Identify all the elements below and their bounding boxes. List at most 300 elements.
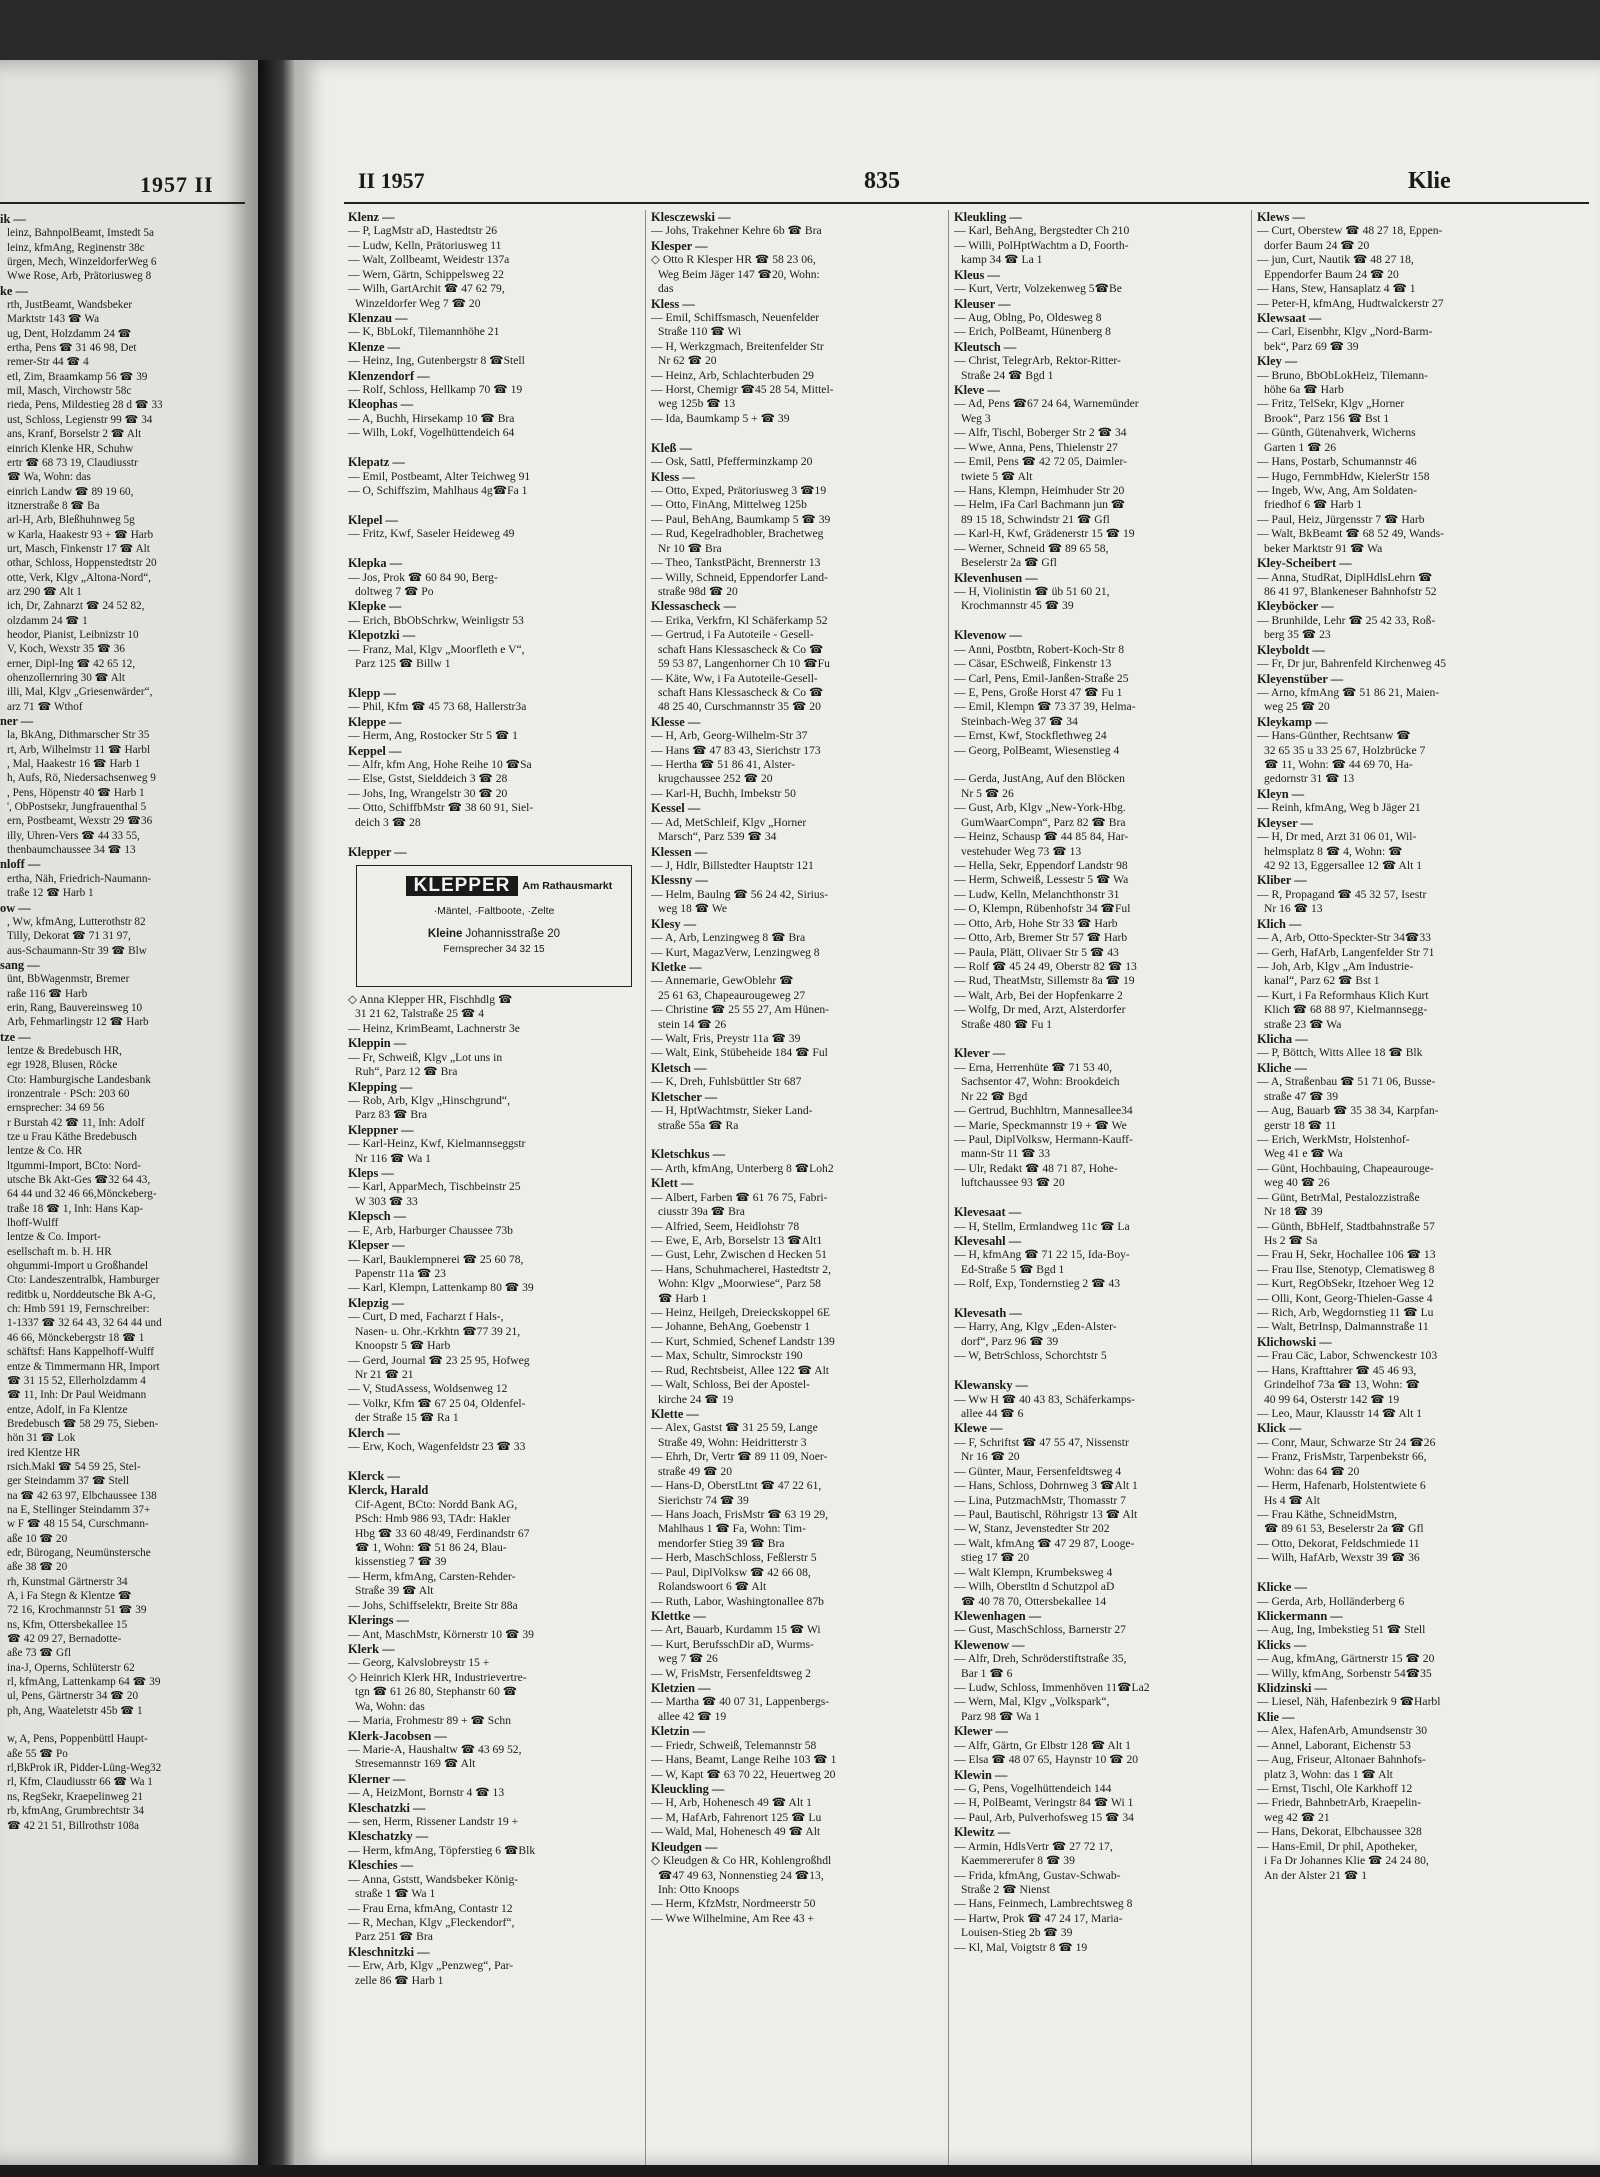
directory-entry-line: — jun, Curt, Nautik ☎ 48 27 18, [1257, 253, 1414, 267]
directory-entry-line: ertha, Näh, Friedrich-Naumann- [7, 872, 152, 885]
directory-entry-line: — Otto, FinAng, Mittelweg 125b [651, 498, 807, 512]
directory-entry-line: nloff — [0, 857, 41, 872]
directory-entry-line: egr 1928, Blusen, Röcke [7, 1059, 118, 1072]
directory-entry-line: — Ad, MetSchleif, Klgv „Horner [651, 815, 807, 829]
directory-entry-line: Klewsaat — [1257, 310, 1322, 325]
directory-entry-line: — Emil, Schiffsmasch, Neuenfelder [651, 310, 820, 324]
directory-entry-line: — Rolf, Exp, Tondernstieg 2 ☎ 43 [954, 1277, 1121, 1291]
directory-entry-line: — Christine ☎ 25 55 27, Am Hünen- [651, 1003, 830, 1017]
directory-entry-line: — Günt, BetrMal, Pestalozzistraße [1257, 1190, 1420, 1204]
directory-entry-line: — Volkr, Kfm ☎ 67 25 04, Oldenfel- [348, 1396, 526, 1410]
directory-entry-line: 46 66, Mönckebergstr 18 ☎ 1 [7, 1331, 145, 1344]
directory-entry-line: Kliber — [1257, 873, 1307, 888]
directory-entry-line: othar, Schloss, Hoppenstedtstr 20 [7, 557, 157, 570]
directory-entry-line: — Ulr, Redakt ☎ 48 71 87, Hohe- [954, 1161, 1118, 1175]
directory-entry-line: Kleschatzki — [348, 1800, 426, 1815]
directory-entry-line: — Herm, kfmAng, Töpferstieg 6 ☎Blk [348, 1843, 536, 1857]
directory-entry-line [954, 1292, 1246, 1306]
directory-entry-line: — Olli, Kont, Georg-Thielen-Gasse 4 [1257, 1291, 1433, 1305]
directory-entry-line [1257, 1566, 1549, 1580]
directory-entry-line: Kleophas — [348, 397, 414, 412]
directory-entry-line: — Otto, Exped, Prätoriusweg 3 ☎19 [651, 484, 827, 498]
directory-entry-line: Klich ☎ 68 88 97, Kielmannsegg- [1264, 1003, 1428, 1017]
directory-entry-line: — E, Pens, Große Horst 47 ☎ Fu 1 [954, 685, 1123, 699]
directory-entry-line: — Paula, Plätt, Olivaer Str 5 ☎ 43 [954, 945, 1119, 959]
directory-entry-line: — Horst, Chemigr ☎45 28 54, Mittel- [651, 383, 834, 397]
left-header-rule [0, 202, 245, 204]
directory-entry-line: Papenstr 11a ☎ 23 [355, 1267, 446, 1280]
directory-entry-line: — M, HafArb, Fahrenort 125 ☎ Lu [651, 1810, 822, 1824]
directory-entry-line: An der Alster 21 ☎ 1 [1264, 1868, 1367, 1882]
directory-entry-line: ürgen, Mech, WinzeldorferWeg 6 [7, 256, 157, 269]
left-page [0, 60, 258, 2165]
directory-entry-line: — W, Stanz, Jevenstedter Str 202 [954, 1522, 1110, 1536]
directory-entry-line: — F, Schriftst ☎ 47 55 47, Nissenstr [954, 1435, 1129, 1449]
directory-entry-line: Klie — [1257, 1709, 1295, 1724]
directory-entry-line: ger Steindamm 37 ☎ Stell [7, 1475, 130, 1488]
directory-entry-line: Kless — [651, 469, 695, 484]
directory-entry-line: — Otto, Arb, Bremer Str 57 ☎ Harb [954, 931, 1128, 945]
directory-entry-line: — Wwe Wilhelmine, Am Ree 43 + [651, 1911, 815, 1925]
directory-entry-line: — W, Kapt ☎ 63 70 22, Heuertweg 20 [651, 1767, 836, 1781]
directory-entry-line: Klenzendorf — [348, 368, 430, 383]
directory-entry-line: Nr 62 ☎ 20 [658, 354, 717, 368]
directory-entry-line: ohgummi-Import u Großhandel [7, 1260, 149, 1273]
directory-entry-line: — Rob, Arb, Klgv „Hinschgrund“, [348, 1093, 510, 1107]
directory-entry-line: Straße 49, Wohn: Heidritterstr 3 [658, 1435, 807, 1449]
directory-entry-line: — Emil, Postbeamt, Alter Teichweg 91 [348, 469, 531, 483]
directory-entry-line: Klepzig — [348, 1295, 405, 1310]
directory-entry-line: — A, Arb, Lenzingweg 8 ☎ Bra [651, 931, 806, 945]
directory-entry-line: — Jos, Prok ☎ 60 84 90, Berg- [348, 570, 498, 584]
directory-entry-line: — Albert, Farben ☎ 61 76 75, Fabri- [651, 1190, 828, 1204]
directory-entry-line: Klerings — [348, 1613, 409, 1628]
directory-entry-line: — Conr, Maur, Schwarze Str 24 ☎26 [1257, 1435, 1436, 1449]
directory-entry-line: ug, Dent, Holzdamm 24 ☎ [7, 327, 132, 340]
directory-entry-line: ☎ Wa, Wohn: das [7, 471, 91, 484]
directory-entry-line: — Fritz, Kwf, Saseler Heideweg 49 [348, 527, 515, 541]
directory-entry-line: Klewansky — [954, 1378, 1029, 1393]
directory-entry-line: — Phil, Kfm ☎ 45 73 68, Hallerstr3a [348, 700, 527, 714]
directory-entry-line: — Paul, DiplVolksw, Hermann-Kauff- [954, 1133, 1133, 1146]
directory-entry-line: — Frida, kfmAng, Gustav-Schwab- [954, 1868, 1121, 1882]
directory-entry-line: ünt, BbWagenmstr, Bremer [7, 973, 130, 986]
directory-entry-line: otte, Verk, Klgv „Altona-Nord“, [7, 571, 151, 584]
directory-entry-line: — Walt Klempn, Krumbeksweg 4 [954, 1565, 1113, 1579]
directory-entry-line: GumWaarCompn“, Parz 82 ☎ Bra [961, 815, 1126, 829]
directory-entry-line: — Wilh, GartArchit ☎ 47 62 79, [348, 282, 505, 296]
directory-entry-line: ☎ 11, Inh: Dr Paul Weidmann [7, 1389, 147, 1402]
directory-entry-line: Klepser — [348, 1238, 405, 1253]
left-page-header: 1957 II [140, 172, 214, 197]
directory-entry-line: esellschaft m. b. H. HR [7, 1245, 112, 1258]
directory-entry-line: aße 55 ☎ Po [7, 1747, 68, 1760]
directory-entry-line [954, 1191, 1246, 1205]
directory-entry-line: Klicha — [1257, 1032, 1308, 1047]
directory-entry-line: Parz 83 ☎ Bra [355, 1108, 428, 1122]
directory-entry-line: — Wolfg, Dr med, Arzt, Alsterdorfer [954, 1003, 1126, 1017]
directory-entry-line: — Ludw, Schloss, Immenhöven 11☎La2 [954, 1681, 1150, 1695]
directory-entry-line: — H, Arb, Georg-Wilhelm-Str 37 [651, 729, 808, 743]
directory-entry-line: — Heinz, Ing, Gutenbergstr 8 ☎Stell [348, 354, 525, 368]
directory-entry-line: — Helm, iFa Carl Bachmann jun ☎ [954, 498, 1126, 512]
directory-entry-line: — Lina, PutzmachMstr, Thomasstr 7 [954, 1493, 1126, 1507]
directory-entry-line: Kliche — [1257, 1060, 1307, 1075]
directory-entry-line: — Frau Käthe, SchneidMstrn, [1257, 1507, 1398, 1521]
directory-entry-line: — Marie-A, Haushaltw ☎ 43 69 52, [348, 1742, 522, 1756]
directory-entry-line: PSch: Hmb 986 93, TAdr: Hakler [355, 1512, 511, 1526]
directory-entry-line: heodor, Pianist, Leibnizstr 10 [7, 628, 139, 641]
directory-entry-line: Parz 251 ☎ Bra [355, 1930, 433, 1944]
directory-entry-line: Inh: Otto Knoops [658, 1882, 740, 1896]
directory-entry-line [651, 426, 943, 440]
directory-entry-line: — Erika, Verkfrn, Kl Schäferkamp 52 [651, 613, 828, 627]
directory-entry-line: ern, Postbeamt, Wexstr 29 ☎36 [7, 815, 153, 828]
directory-entry-line: — Hans, Klempn, Heimhuder Str 20 [954, 484, 1125, 498]
directory-entry-line: tze u Frau Käthe Bredebusch [7, 1131, 137, 1143]
directory-entry-line: ohenzollernring 30 ☎ Alt [7, 672, 126, 684]
directory-entry-line: rsich.Makl ☎ 54 59 25, Stel- [7, 1460, 141, 1473]
directory-entry-line: Kleuckling — [651, 1781, 725, 1796]
directory-entry-line: utsche Bk Akt-Ges ☎32 64 43, [7, 1174, 151, 1187]
directory-entry-line: Kleutsch — [954, 339, 1017, 354]
directory-entry-line: Klewenow — [954, 1637, 1025, 1652]
directory-entry-line: Nr 21 ☎ 21 [355, 1367, 414, 1381]
directory-entry-line: Hbg ☎ 33 60 48/49, Ferdinandstr 67 [355, 1526, 530, 1540]
right-page-header-left: II 1957 [358, 168, 425, 193]
directory-entry-line: — Gerda, Arb, Holländerberg 6 [1257, 1594, 1405, 1608]
directory-entry-line: — Georg, PolBeamt, Wiesenstieg 4 [954, 743, 1120, 757]
directory-entry-line: — Herb, MaschSchloss, Feßlerstr 5 [651, 1551, 817, 1565]
directory-entry-line: 1-1337 ☎ 32 64 43, 32 64 44 und [7, 1317, 162, 1330]
directory-entry-line: ☎ Harb 1 [658, 1291, 708, 1305]
directory-entry-line: — Karl-H, Buchh, Imbekstr 50 [651, 786, 796, 800]
directory-entry-line: Kleppin — [348, 1036, 407, 1051]
directory-entry-line: — Cäsar, ESchweiß, Finkenstr 13 [954, 657, 1112, 671]
directory-entry-line: w Karla, Haakestr 93 + ☎ Harb [7, 528, 154, 541]
directory-entry-line: stieg 17 ☎ 20 [961, 1551, 1030, 1565]
directory-entry-line: — Walt, BkBeamt ☎ 68 52 49, Wands- [1257, 527, 1445, 541]
directory-entry-line: — Karl, Klempn, Lattenkamp 80 ☎ 39 [348, 1281, 534, 1295]
directory-entry-line: ina-J, Operns, Schlüterstr 62 [7, 1661, 135, 1674]
directory-entry-line: allee 42 ☎ 19 [658, 1709, 727, 1723]
directory-entry-line: Kleus — [954, 267, 1000, 282]
directory-entry-line: ernsprecher: 34 69 56 [7, 1102, 105, 1115]
directory-entry-line: — Herm, Ang, Rostocker Str 5 ☎ 1 [348, 729, 518, 743]
directory-entry-line: — Hans, Postarb, Schumannstr 46 [1257, 455, 1417, 469]
directory-entry-line: — H, Dr med, Arzt 31 06 01, Wil- [1257, 830, 1417, 844]
directory-entry-line: gerstr 18 ☎ 11 [1264, 1118, 1337, 1132]
directory-entry-line: Klesse — [651, 714, 701, 729]
directory-entry-line: — Werner, Schneid ☎ 89 65 58, [954, 541, 1109, 555]
directory-entry-line: — Peter-H, kfmAng, Hudtwalckerstr 27 [1257, 296, 1444, 310]
directory-entry-line: , Ww, kfmAng, Lutterothstr 82 [7, 915, 146, 928]
directory-entry-line: — Anna, Gststt, Wandsbeker König- [348, 1872, 519, 1886]
directory-entry-line: erner, Dipl-Ing ☎ 42 65 12, [7, 657, 136, 670]
directory-entry-line: — Reinh, kfmAng, Weg b Jäger 21 [1257, 801, 1421, 815]
directory-entry-line: — sen, Herm, Rissener Landstr 19 + [348, 1815, 519, 1829]
directory-entry-line: Wohn: das 64 ☎ 20 [1264, 1464, 1360, 1478]
directory-entry-line: Klewitz — [954, 1825, 1011, 1840]
directory-entry-line: 64 44 und 32 46 66,Mönckeberg- [7, 1188, 157, 1201]
directory-entry-line: — Brunhilde, Lehr ☎ 25 42 33, Roß- [1257, 613, 1436, 627]
directory-entry-line: ciusstr 39a ☎ Bra [658, 1205, 745, 1219]
directory-entry-line: — Martha ☎ 40 07 31, Lappenbergs- [651, 1695, 830, 1709]
directory-entry-line: ertr ☎ 68 73 19, Claudiusstr [7, 456, 138, 469]
column-divider [645, 210, 646, 2165]
directory-entry-line: lhoff-Wulff [7, 1217, 59, 1230]
directory-entry-line: — Armin, HdlsVertr ☎ 27 72 17, [954, 1839, 1113, 1853]
directory-entry-line: — Wilh, HafArb, Wexstr 39 ☎ 36 [1257, 1551, 1420, 1565]
directory-entry-line: — Hans, Beamt, Lange Reihe 103 ☎ 1 [651, 1753, 837, 1767]
directory-entry-line [954, 758, 1246, 772]
directory-entry-line: — Annel, Laborant, Eichenstr 53 [1257, 1738, 1411, 1752]
directory-entry-line: Rolandswoort 6 ☎ Alt [658, 1580, 767, 1594]
directory-entry-line: Weg Beim Jäger 147 ☎20, Wohn: [658, 267, 820, 281]
directory-entry-line: ironzentrale · PSch: 203 60 [7, 1087, 130, 1100]
directory-entry-line: Klepping — [348, 1079, 413, 1094]
directory-entry-line: ul, Pens, Gärtnerstr 34 ☎ 20 [7, 1690, 139, 1703]
directory-entry-line: V, Koch, Wexstr 35 ☎ 36 [7, 643, 125, 656]
directory-entry-line: — Hans-Günther, Rechtsanw ☎ [1257, 729, 1411, 743]
directory-entry-line: Marsch“, Parz 539 ☎ 34 [658, 830, 777, 844]
directory-entry-line: Klerck, Harald [348, 1483, 429, 1498]
directory-entry-line: — O, Schiffszim, Mahlhaus 4g☎Fa 1 [348, 484, 528, 498]
directory-entry-line: Kleschatzky — [348, 1829, 429, 1844]
directory-entry-line: ☎47 49 63, Nonnenstieg 24 ☎13, [658, 1868, 824, 1882]
directory-entry-line: — Heinz, Schausp ☎ 44 85 84, Har- [954, 830, 1129, 844]
directory-entry-line: — Johs, Ing, Wrangelstr 30 ☎ 20 [348, 786, 508, 800]
directory-entry-line: — Ehrh, Dr, Vertr ☎ 89 11 09, Noer- [651, 1450, 828, 1464]
directory-entry-line: schaft Hans Klessascheck & Co ☎ [658, 642, 824, 656]
directory-entry-line: — Frau Erna, kfmAng, Contastr 12 [348, 1901, 513, 1915]
directory-entry-line: Kleyser — [1257, 815, 1313, 830]
directory-entry-line: — Kurt, BerufsschDir aD, Wurms- [651, 1637, 814, 1651]
directory-entry-line: Nr 16 ☎ 20 [961, 1450, 1020, 1464]
directory-entry-line: platz 3, Wohn: das 1 ☎ Alt [1264, 1767, 1393, 1781]
directory-entry-line [348, 498, 640, 512]
directory-entry-line: das [658, 282, 674, 296]
directory-entry-line: — Erw, Arb, Klgv „Penzweg“, Par- [348, 1959, 514, 1973]
left-page-column [0, 212, 246, 1833]
directory-entry-line: — H, Stellm, Ermlandweg 11c ☎ La [954, 1219, 1130, 1233]
directory-entry-line: w, A, Pens, Poppenbüttl Haupt- [7, 1733, 148, 1746]
directory-entry-line: — Alfr, Tischl, Boberger Str 2 ☎ 34 [954, 426, 1127, 440]
directory-entry-line: Klepotzki — [348, 628, 416, 643]
directory-entry-line: itznerstraße 8 ☎ Ba [7, 499, 100, 512]
directory-entry-line: Nasen- u. Ohr.-Krkhtn ☎77 39 21, [355, 1324, 521, 1338]
directory-entry-line: — K, BbLokf, Tilemannhöhe 21 [348, 325, 500, 339]
directory-entry-line: Weg 3 [961, 411, 991, 425]
directory-entry-line: ☎ 40 78 70, Ottersbekallee 14 [961, 1594, 1107, 1608]
directory-entry-line: aße 73 ☎ Gfl [7, 1647, 71, 1660]
directory-entry-line: — Erw, Koch, Wagenfeldstr 23 ☎ 33 [348, 1440, 526, 1454]
directory-entry-line: — Marie, Speckmannstr 19 + ☎ We [954, 1118, 1127, 1132]
directory-entry-line: — Wern, Mal, Klgv „Volkspark“, [954, 1695, 1110, 1709]
directory-entry-line: Klever — [954, 1046, 1006, 1061]
ad-address-name: Kleine [427, 927, 463, 940]
directory-entry-line: Kleuser — [954, 296, 1011, 311]
directory-entry-line: — Karl, ApparMech, Tischbeinstr 25 [348, 1180, 521, 1194]
directory-entry-line: Hs 4 ☎ Alt [1264, 1493, 1320, 1507]
directory-entry-line: — Joh, Arb, Klgv „Am Industrie- [1257, 959, 1414, 973]
directory-entry-line: — Günth, Gütenahverk, Wicherns [1257, 426, 1416, 440]
directory-entry-line: — H, Violinistin ☎ üb 51 60 21, [954, 584, 1110, 598]
directory-entry-line: einrich Landw ☎ 89 19 60, [7, 485, 134, 498]
directory-entry-line: Klenzau — [348, 310, 408, 325]
directory-entry-line: Kleudgen — [651, 1839, 718, 1854]
directory-entry-line: Sierichstr 74 ☎ 39 [658, 1493, 749, 1507]
directory-entry-line: — Paul, BehAng, Baumkamp 5 ☎ 39 [651, 512, 831, 526]
directory-entry-line: — Herm, Schweiß, Lessestr 5 ☎ Wa [954, 873, 1129, 887]
directory-entry-line: Straße 2 ☎ Nienst [961, 1882, 1050, 1896]
directory-entry-line: ired Klentze HR [7, 1446, 81, 1459]
directory-entry-line: luftchaussee 93 ☎ 20 [961, 1176, 1065, 1190]
directory-entry-line: — Helm, Baulng ☎ 56 24 42, Sirius- [651, 887, 829, 901]
directory-entry-line: weg 125b ☎ 13 [658, 397, 736, 411]
directory-entry-line: straße 98d ☎ 20 [658, 584, 738, 598]
directory-entry-line: tze — [0, 1029, 31, 1044]
directory-entry-line: — Gerd, Journal ☎ 23 25 95, Hofweg [348, 1353, 530, 1367]
directory-entry-line: Grindelhof 73a ☎ 13, Wohn: ☎ [1264, 1378, 1420, 1392]
directory-entry-line: — Ernst, Tischl, Ole Karkhoff 12 [1257, 1781, 1413, 1795]
directory-entry-line: Kaemmererufer 8 ☎ 39 [961, 1854, 1075, 1868]
directory-entry-line: — Gerh, HafArb, Langenfelder Str 71 [1257, 945, 1435, 959]
directory-column-3 [954, 210, 1246, 2165]
directory-entry-line [954, 1364, 1246, 1378]
directory-entry-line: — Aug, Friseur, Altonaer Bahnhofs- [1257, 1753, 1426, 1767]
page-number: 835 [864, 168, 900, 194]
directory-entry-line: r Burstah 42 ☎ 11, Inh: Adolf [7, 1116, 145, 1129]
directory-entry-line: rb, kfmAng, Grumbrechtstr 34 [7, 1805, 145, 1818]
directory-entry-line: Kley-Scheibert — [1257, 556, 1352, 571]
directory-entry-line: Klessen — [651, 844, 708, 859]
directory-entry-line: — Kurt, Vertr, Volzekenweg 5☎Be [954, 282, 1122, 296]
directory-entry-line: — Ernst, Kwf, Stockflethweg 24 [954, 729, 1107, 743]
directory-entry-line: Klette — [651, 1407, 699, 1422]
directory-entry-line: — Ida, Baumkamp 5 + ☎ 39 [651, 411, 790, 425]
directory-entry-line: kissenstieg 7 ☎ 39 [355, 1555, 447, 1569]
directory-entry-line: Kley — [1257, 354, 1298, 369]
directory-entry-line: — Otto, Arb, Hohe Str 33 ☎ Harb [954, 916, 1118, 930]
directory-entry-line: w F ☎ 48 15 54, Curschmann- [7, 1518, 149, 1531]
directory-entry-line: Kletschkus — [651, 1147, 726, 1162]
directory-entry-line: — H, Arb, Hohenesch 49 ☎ Alt 1 [651, 1796, 812, 1810]
directory-entry-line: — Günter, Maur, Fersenfeldtsweg 4 [954, 1464, 1122, 1478]
directory-entry-line: Hs 2 ☎ Sa [1264, 1233, 1318, 1247]
directory-entry-line: lentze & Co. HR [7, 1145, 83, 1158]
directory-column-1 [348, 210, 640, 2165]
directory-entry-line [348, 542, 640, 556]
directory-entry-line: — Alex, Gastst ☎ 31 25 59, Lange [651, 1421, 818, 1435]
directory-entry-line: 72 16, Krochmannstr 51 ☎ 39 [7, 1604, 147, 1617]
directory-entry-line: i Fa Dr Johannes Klie ☎ 24 24 80, [1264, 1854, 1429, 1868]
directory-entry-line: — Kurt, MagazVerw, Lenzingweg 8 [651, 945, 820, 959]
directory-entry-line: Klevenow — [954, 628, 1022, 643]
header-rule [344, 202, 1589, 204]
directory-entry-line: Straße 39 ☎ Alt [355, 1584, 434, 1598]
directory-entry-line: Wa, Wohn: das [355, 1699, 425, 1713]
directory-entry-line: — Karl-H, Kwf, Grädenerstr 15 ☎ 19 [954, 527, 1135, 541]
directory-entry-line: Klenze — [348, 339, 400, 354]
directory-entry-line: dorf“, Parz 96 ☎ 39 [961, 1334, 1059, 1348]
directory-entry-line [0, 1718, 246, 1732]
directory-entry-line: Ed-Straße 5 ☎ Bgd 1 [961, 1262, 1065, 1276]
directory-entry-line: , Mal, Haakestr 16 ☎ Harb 1 [7, 758, 141, 771]
directory-entry-line: arl-H, Arb, Bleßhuhnweg 5g [7, 514, 135, 527]
book-gutter [258, 60, 298, 2165]
directory-entry-line: — Arth, kfmAng, Unterberg 8 ☎Loh2 [651, 1161, 834, 1175]
directory-entry-line: — Theo, TankstPächt, Brennerstr 13 [651, 556, 821, 570]
directory-entry-line: — Erna, Herrenhüte ☎ 71 53 40, [954, 1060, 1113, 1074]
directory-entry-line: schaft Hans Klessascheck & Co ☎ [658, 685, 824, 699]
directory-entry-line: — H, PolBeamt, Veringstr 84 ☎ Wi 1 [954, 1796, 1134, 1810]
directory-entry-line: leinz, kfmAng, Reginenstr 38c [7, 241, 145, 254]
directory-entry-line: h, Aufs, Rö, Niedersachsenweg 9 [7, 772, 156, 785]
directory-entry-line: A, i Fa Stegn & Klentze ☎ [7, 1590, 132, 1602]
directory-entry-line: Klesy — [651, 916, 697, 931]
directory-entry-line: — Christ, TelegrArb, Rektor-Ritter- [954, 354, 1121, 368]
directory-entry-line: Marktstr 143 ☎ Wa [7, 313, 100, 326]
directory-entry-line: W 303 ☎ 33 [355, 1194, 418, 1208]
directory-entry-line: ust, Schloss, Legienstr 99 ☎ 34 [7, 413, 153, 426]
directory-entry-line: — Hugo, FernmbHdw, KielerStr 158 [1257, 469, 1430, 483]
directory-entry-line: straße 49 ☎ 20 [658, 1464, 733, 1478]
directory-entry-line: — Günth, BbHelf, Stadtbahnstraße 57 [1257, 1219, 1435, 1233]
directory-entry-line: — Anni, Postbtn, Robert-Koch-Str 8 [954, 642, 1125, 656]
directory-entry-line: Kletsch — [651, 1060, 707, 1075]
directory-entry-line: — Rich, Arb, Wegdornstieg 11 ☎ Lu [1257, 1306, 1434, 1320]
directory-entry-line: rl, Kfm, Claudiusstr 66 ☎ Wa 1 [7, 1776, 153, 1789]
directory-entry-line: — Frau H, Sekr, Hochallee 106 ☎ 13 [1257, 1248, 1436, 1262]
directory-entry-line: Bar 1 ☎ 6 [961, 1666, 1013, 1680]
directory-entry-line: — Hans ☎ 47 83 43, Sierichstr 173 [651, 743, 821, 757]
directory-entry-line: lentze & Bredebusch HR, [7, 1044, 122, 1057]
directory-entry-line: Wohn: Klgv „Moorwiese“, Parz 58 [658, 1277, 821, 1291]
directory-entry-line: — H, kfmAng ☎ 71 22 15, Ida-Boy- [954, 1248, 1130, 1262]
directory-entry-line: — Hartw, Prok ☎ 47 24 17, Maria- [954, 1911, 1123, 1925]
directory-entry-line: — Johanne, BehAng, Goebenstr 1 [651, 1320, 811, 1334]
directory-entry-line: — Heinz, Heilgeh, Dreieckskoppel 6E [651, 1306, 831, 1320]
directory-entry-line: — Arno, kfmAng ☎ 51 86 21, Maien- [1257, 685, 1440, 699]
directory-entry-line: Klick — [1257, 1421, 1302, 1436]
directory-entry-line: Nr 10 ☎ Bra [658, 541, 722, 555]
directory-entry-line: — Ad, Pens ☎67 24 64, Warnemünder [954, 397, 1139, 411]
directory-entry-line: Klevesaat — [954, 1205, 1022, 1220]
directory-entry-line: — Ingeb, Ww, Ang, Am Soldaten- [1257, 484, 1418, 498]
directory-entry-line: — Kurt, i Fa Reformhaus Klich Kurt [1257, 988, 1429, 1002]
directory-entry-line: — Hans, Dekorat, Elbchaussee 328 [1257, 1825, 1422, 1839]
directory-entry-line: ich, Dr, Zahnarzt ☎ 24 52 82, [7, 600, 145, 613]
directory-entry-line: Klettke — [651, 1608, 706, 1623]
ad-address [357, 927, 631, 941]
directory-entry-line: Klenz — [348, 210, 395, 224]
directory-entry-line: — Alex, HafenArb, Amundsenstr 30 [1257, 1724, 1428, 1738]
directory-entry-line: — Kurt, RegObSekr, Itzehoer Weg 12 [1257, 1277, 1435, 1291]
directory-entry-line: — Herm, kfmAng, Carsten-Rehder- [348, 1569, 516, 1583]
directory-entry-line: straße 23 ☎ Wa [1264, 1017, 1342, 1031]
directory-entry-line: doltweg 7 ☎ Po [355, 584, 434, 598]
directory-entry-line: weg 7 ☎ 26 [658, 1652, 718, 1666]
directory-entry-line: na E, Stellinger Steindamm 37+ [7, 1503, 151, 1516]
directory-entry-line: Kleukling — [954, 210, 1022, 224]
directory-entry-line: — Willy, Schneid, Eppendorfer Land- [651, 570, 828, 584]
directory-entry-line: Klevesath — [954, 1306, 1022, 1321]
directory-entry-line: Nr 22 ☎ Bgd [961, 1089, 1028, 1103]
directory-entry-line: einrich Klenke HR, Schuhw [7, 442, 134, 455]
directory-entry-line: — Friedr, Schweiß, Telemannstr 58 [651, 1738, 817, 1752]
directory-entry-line [348, 672, 640, 686]
